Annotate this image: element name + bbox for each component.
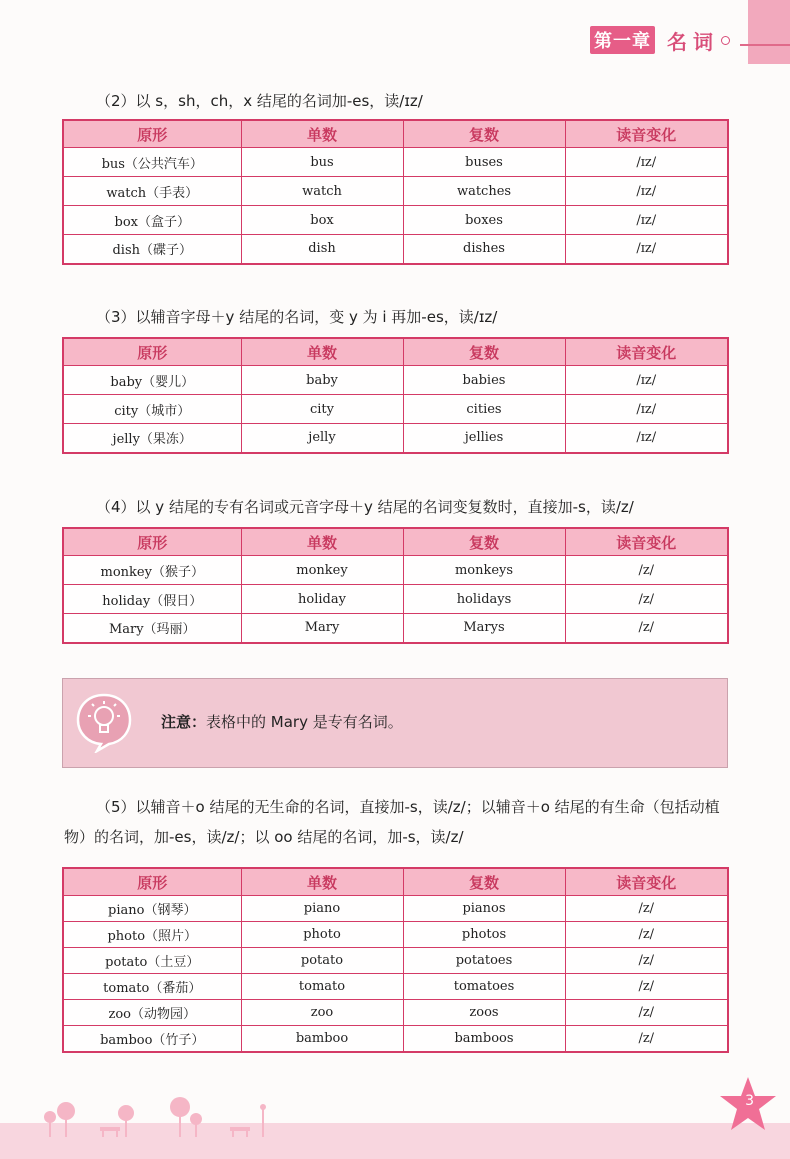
cell-plural: zoos — [403, 1000, 565, 1026]
cell-plural: tomatoes — [403, 974, 565, 1000]
cell-pronunciation: /z/ — [565, 948, 728, 974]
cell-plural: babies — [403, 366, 565, 395]
column-header-base: 原形 — [63, 338, 241, 366]
column-header-pronunciation: 读音变化 — [565, 338, 728, 366]
note-body: 表格中的 Mary 是专有名词。 — [206, 713, 403, 731]
table-row — [63, 585, 728, 614]
cell-plural: pianos — [403, 896, 565, 922]
table-row — [63, 395, 728, 424]
cell-singular: baby — [241, 366, 403, 395]
cell-singular: holiday — [241, 585, 403, 614]
cell-pronunciation: /z/ — [565, 974, 728, 1000]
cell-base: potato（土豆） — [63, 948, 241, 974]
table-row — [63, 424, 728, 453]
column-header-base: 原形 — [63, 868, 241, 896]
table-row — [63, 148, 728, 177]
cell-plural: dishes — [403, 235, 565, 264]
column-header-plural: 复数 — [403, 868, 565, 896]
cell-base: piano（钢琴） — [63, 896, 241, 922]
cell-base: baby（婴儿） — [63, 366, 241, 395]
note-label: 注意： — [161, 713, 207, 731]
page-footer — [0, 1089, 790, 1159]
cell-plural: Marys — [403, 614, 565, 643]
column-header-plural: 复数 — [403, 120, 565, 148]
cell-base: Mary（玛丽） — [63, 614, 241, 643]
cell-pronunciation: /ɪz/ — [565, 424, 728, 453]
section-heading-2: （2）以 s，sh，ch，x 结尾的名词加-es，读/ɪz/ — [96, 92, 423, 110]
table-header-row — [63, 868, 728, 896]
table-row — [63, 235, 728, 264]
table-header-row — [63, 528, 728, 556]
section-heading-3: （3）以辅音字母＋y 结尾的名词，变 y 为 i 再加-es，读/ɪz/ — [96, 308, 498, 326]
table-section-3 — [62, 337, 729, 454]
section-heading-4: （4）以 y 结尾的专有名词或元音字母＋y 结尾的名词变复数时，直接加-s，读/z/ — [96, 498, 634, 516]
column-header-pronunciation: 读音变化 — [565, 120, 728, 148]
table-section-2 — [62, 119, 729, 265]
cell-singular: bamboo — [241, 1026, 403, 1052]
cell-singular: piano — [241, 896, 403, 922]
cell-pronunciation: /ɪz/ — [565, 206, 728, 235]
table-row — [63, 206, 728, 235]
cell-plural: cities — [403, 395, 565, 424]
table-row — [63, 948, 728, 974]
cell-base: zoo（动物园） — [63, 1000, 241, 1026]
table-row — [63, 896, 728, 922]
cell-plural: jellies — [403, 424, 565, 453]
cell-singular: watch — [241, 177, 403, 206]
cell-base: monkey（猴子） — [63, 556, 241, 585]
cell-pronunciation: /z/ — [565, 1000, 728, 1026]
table-section-4 — [62, 527, 729, 644]
cell-plural: bamboos — [403, 1026, 565, 1052]
cell-plural: monkeys — [403, 556, 565, 585]
cell-pronunciation: /ɪz/ — [565, 366, 728, 395]
cell-singular: tomato — [241, 974, 403, 1000]
table-row — [63, 556, 728, 585]
table-row — [63, 922, 728, 948]
cell-base: city（城市） — [63, 395, 241, 424]
table-row — [63, 1026, 728, 1052]
cell-singular: jelly — [241, 424, 403, 453]
table-row — [63, 177, 728, 206]
cell-pronunciation: /z/ — [565, 585, 728, 614]
cell-plural: buses — [403, 148, 565, 177]
column-header-pronunciation: 读音变化 — [565, 528, 728, 556]
cell-base: watch（手表） — [63, 177, 241, 206]
cell-base: tomato（番茄） — [63, 974, 241, 1000]
cell-plural: watches — [403, 177, 565, 206]
column-header-plural: 复数 — [403, 528, 565, 556]
cell-base: bus（公共汽车） — [63, 148, 241, 177]
cell-singular: Mary — [241, 614, 403, 643]
table-row — [63, 974, 728, 1000]
cell-pronunciation: /z/ — [565, 896, 728, 922]
cell-pronunciation: /z/ — [565, 614, 728, 643]
table-section-5 — [62, 867, 729, 1053]
chapter-header — [590, 26, 730, 54]
cell-singular: bus — [241, 148, 403, 177]
note-box — [62, 678, 728, 768]
cell-pronunciation: /ɪz/ — [565, 395, 728, 424]
table-row — [63, 1000, 728, 1026]
cell-pronunciation: /z/ — [565, 922, 728, 948]
column-header-singular: 单数 — [241, 338, 403, 366]
lightbulb-icon — [73, 691, 135, 753]
cell-singular: potato — [241, 948, 403, 974]
cell-base: box（盒子） — [63, 206, 241, 235]
cell-base: bamboo（竹子） — [63, 1026, 241, 1052]
cell-pronunciation: /ɪz/ — [565, 235, 728, 264]
header-rule — [740, 44, 790, 46]
header-tab — [748, 0, 790, 64]
cell-plural: potatoes — [403, 948, 565, 974]
cell-base: dish（碟子） — [63, 235, 241, 264]
chapter-label: 第一章 — [590, 26, 655, 54]
chapter-name: 名词 — [667, 29, 719, 54]
cell-singular: dish — [241, 235, 403, 264]
cell-base: photo（照片） — [63, 922, 241, 948]
cell-pronunciation: /z/ — [565, 556, 728, 585]
cell-plural: holidays — [403, 585, 565, 614]
header-dot-icon — [721, 36, 730, 45]
column-header-singular: 单数 — [241, 120, 403, 148]
cell-singular: box — [241, 206, 403, 235]
cell-singular: city — [241, 395, 403, 424]
cell-pronunciation: /z/ — [565, 1026, 728, 1052]
section-heading-5: （5）以辅音＋o 结尾的无生命的名词，直接加-s，读/z/；以辅音＋o 结尾的有生命（包括动植物）的名词，加-es，读/z/；以 oo 结尾的名词，加-s，读/z/ — [64, 798, 720, 846]
park-scene-icon — [30, 1089, 290, 1139]
cell-plural: photos — [403, 922, 565, 948]
table-row — [63, 614, 728, 643]
table-header-row — [63, 120, 728, 148]
cell-singular: monkey — [241, 556, 403, 585]
column-header-base: 原形 — [63, 120, 241, 148]
column-header-pronunciation: 读音变化 — [565, 868, 728, 896]
table-header-row — [63, 338, 728, 366]
column-header-singular: 单数 — [241, 868, 403, 896]
table-row — [63, 366, 728, 395]
column-header-base: 原形 — [63, 528, 241, 556]
note-text — [161, 711, 403, 732]
cell-base: holiday（假日） — [63, 585, 241, 614]
cell-plural: boxes — [403, 206, 565, 235]
cell-base: jelly（果冻） — [63, 424, 241, 453]
cell-singular: zoo — [241, 1000, 403, 1026]
column-header-plural: 复数 — [403, 338, 565, 366]
cell-pronunciation: /ɪz/ — [565, 148, 728, 177]
column-header-singular: 单数 — [241, 528, 403, 556]
page-number: 3 — [745, 1093, 754, 1109]
cell-singular: photo — [241, 922, 403, 948]
cell-pronunciation: /ɪz/ — [565, 177, 728, 206]
